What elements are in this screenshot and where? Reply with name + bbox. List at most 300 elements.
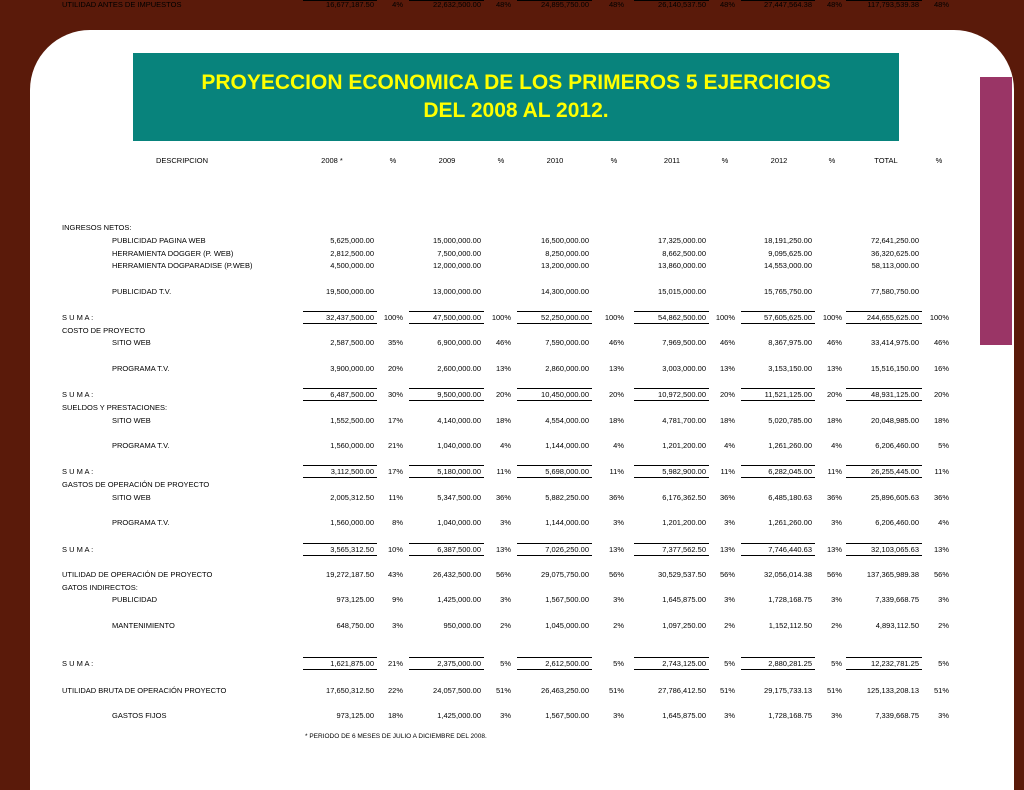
table-cell: 5,882,250.00: [545, 493, 589, 502]
table-cell: 244,655,625.00: [866, 313, 919, 322]
table-cell: 8,662,500.00: [662, 249, 706, 258]
table-cell: 9%: [392, 595, 403, 604]
table-cell: 3%: [500, 711, 511, 720]
table-cell: 11%: [496, 467, 511, 476]
table-cell: 30,529,537.50: [658, 570, 706, 579]
sum-rule-bottom: [517, 669, 592, 670]
table-cell: 2,587,500.00: [330, 338, 374, 347]
table-cell: 5%: [613, 659, 624, 668]
table-cell: 12,232,781.25: [871, 659, 919, 668]
table-cell: 72,641,250.00: [871, 236, 919, 245]
sum-rule-bottom: [846, 477, 922, 478]
table-cell: 14,300,000.00: [541, 287, 589, 296]
table-cell: 46%: [608, 338, 624, 347]
table-cell: 4,893,112.50: [875, 621, 919, 630]
table-cell: 7,746,440.63: [768, 545, 812, 554]
table-cell: 20%: [495, 390, 511, 399]
sum-rule-bottom: [634, 555, 709, 556]
header-cell: 2012: [770, 156, 788, 165]
table-cell: 6,387,500.00: [437, 545, 481, 554]
table-cell: 3,003,000.00: [662, 364, 706, 373]
table-cell: 3%: [500, 518, 511, 527]
table-cell: 2%: [938, 621, 949, 630]
table-cell: 25,896,605.63: [871, 493, 919, 502]
table-cell: 2%: [724, 621, 735, 630]
row-label: PUBLICIDAD: [112, 595, 158, 604]
table-cell: 2%: [613, 621, 624, 630]
table-cell: 18,191,250.00: [764, 236, 812, 245]
table-cell: 36%: [608, 493, 624, 502]
sum-rule-top: [741, 311, 815, 312]
table-cell: 46%: [495, 338, 511, 347]
sum-rule-top: [303, 311, 377, 312]
table-cell: 4%: [500, 441, 511, 450]
table-cell: 1,261,260.00: [768, 441, 812, 450]
table-cell: 32,103,065.63: [871, 545, 919, 554]
table-cell: 13,000,000.00: [433, 287, 481, 296]
table-cell: 15,516,150.00: [871, 364, 919, 373]
header-cell: %: [497, 156, 505, 165]
table-cell: 3,900,000.00: [330, 364, 374, 373]
table-cell: 3%: [724, 711, 735, 720]
table-cell: 3%: [724, 518, 735, 527]
sum-rule-top: [517, 543, 592, 544]
sum-rule-bottom: [517, 400, 592, 401]
table-cell: 1,261,260.00: [768, 518, 812, 527]
sum-rule-bottom: [303, 400, 377, 401]
table-cell: 3,565,312.50: [330, 545, 374, 554]
sum-rule-top: [303, 465, 377, 466]
table-cell: 24,895,750.00: [541, 0, 589, 9]
table-cell: 12,000,000.00: [433, 261, 481, 270]
header-cell: %: [721, 156, 729, 165]
table-cell: 3%: [392, 621, 403, 630]
row-label: S U M A :: [62, 390, 94, 399]
table-cell: 20%: [933, 390, 949, 399]
header-cell: 2010: [546, 156, 564, 165]
table-cell: 9,500,000.00: [437, 390, 481, 399]
table-cell: 973,125.00: [336, 711, 374, 720]
table-cell: 6,206,460.00: [875, 518, 919, 527]
sum-rule-bottom: [409, 669, 484, 670]
table-cell: 5,020,785.00: [768, 416, 812, 425]
table-cell: 3%: [831, 518, 842, 527]
row-label: PUBLICIDAD T.V.: [112, 287, 172, 296]
sum-rule-bottom: [634, 0, 709, 1]
table-cell: 18%: [608, 416, 624, 425]
table-cell: 16,677,187.50: [326, 0, 374, 9]
table-cell: 2,375,000.00: [437, 659, 481, 668]
sum-rule-bottom: [517, 0, 592, 1]
table-cell: 11%: [934, 467, 949, 476]
table-cell: 6,282,045.00: [768, 467, 812, 476]
table-cell: 48,931,125.00: [871, 390, 919, 399]
table-cell: 1,552,500.00: [330, 416, 374, 425]
table-cell: 7,969,500.00: [662, 338, 706, 347]
table-cell: 17,650,312.50: [326, 686, 374, 695]
sum-rule-top: [634, 543, 709, 544]
sum-rule-bottom: [303, 669, 377, 670]
table-cell: 1,144,000.00: [545, 441, 589, 450]
row-label: GATOS INDIRECTOS:: [62, 583, 138, 592]
header-cell: %: [389, 156, 397, 165]
table-cell: 11,521,125.00: [764, 390, 812, 399]
table-cell: 15,000,000.00: [433, 236, 481, 245]
header-cell: DESCRIPCION: [155, 156, 209, 165]
table-cell: 18%: [933, 416, 949, 425]
table-cell: 3%: [500, 595, 511, 604]
table-cell: 58,113,000.00: [871, 261, 919, 270]
sum-rule-bottom: [303, 477, 377, 478]
table-cell: 17,325,000.00: [658, 236, 706, 245]
sum-rule-top: [741, 465, 815, 466]
table-cell: 7,500,000.00: [437, 249, 481, 258]
sum-rule-bottom: [741, 669, 815, 670]
table-cell: 48%: [608, 0, 624, 9]
table-cell: 1,152,112.50: [768, 621, 812, 630]
table-cell: 13%: [719, 545, 735, 554]
table-cell: 4%: [938, 518, 949, 527]
table-cell: 8%: [392, 518, 403, 527]
table-cell: 36,320,625.00: [871, 249, 919, 258]
row-label: PROGRAMA T.V.: [112, 518, 170, 527]
sum-rule-top: [634, 311, 709, 312]
table-cell: 46%: [933, 338, 949, 347]
table-cell: 100%: [929, 313, 949, 322]
table-cell: 13%: [826, 545, 842, 554]
table-cell: 2,005,312.50: [330, 493, 374, 502]
sum-rule-top: [409, 657, 484, 658]
row-label: SITIO WEB: [112, 338, 151, 347]
table-cell: 11%: [827, 467, 842, 476]
table-cell: 26,255,445.00: [871, 467, 919, 476]
row-label: S U M A :: [62, 659, 94, 668]
table-cell: 56%: [608, 570, 624, 579]
row-label: HERRAMIENTA DOGGER (P. WEB): [112, 249, 234, 258]
table-cell: 3%: [613, 595, 624, 604]
table-cell: 1,201,200.00: [662, 518, 706, 527]
table-cell: 5%: [938, 441, 949, 450]
sum-rule-bottom: [741, 555, 815, 556]
table-cell: 13%: [933, 545, 949, 554]
table-cell: 6,206,460.00: [875, 441, 919, 450]
sum-rule-top: [303, 543, 377, 544]
table-cell: 35%: [387, 338, 403, 347]
table-cell: 100%: [822, 313, 842, 322]
table-cell: 5,698,000.00: [545, 467, 589, 476]
table-cell: 15,765,750.00: [764, 287, 812, 296]
sum-rule-top: [634, 465, 709, 466]
table-cell: 5%: [500, 659, 511, 668]
table-cell: 5%: [831, 659, 842, 668]
sum-rule-bottom: [846, 669, 922, 670]
table-cell: 36%: [719, 493, 735, 502]
table-cell: 51%: [719, 686, 735, 695]
table-cell: 5,180,000.00: [437, 467, 481, 476]
table-cell: 32,437,500.00: [326, 313, 374, 322]
table-cell: 21%: [387, 659, 403, 668]
table-cell: 8,250,000.00: [545, 249, 589, 258]
sum-rule-bottom: [741, 323, 815, 324]
table-cell: 1,567,500.00: [545, 711, 589, 720]
table-cell: 11%: [388, 493, 403, 502]
table-cell: 6,176,362.50: [662, 493, 706, 502]
table-cell: 18%: [826, 416, 842, 425]
table-cell: 137,365,989.38: [866, 570, 919, 579]
table-cell: 43%: [387, 570, 403, 579]
table-cell: 48%: [826, 0, 842, 9]
sum-rule-bottom: [409, 0, 484, 1]
sum-rule-top: [517, 388, 592, 389]
sum-rule-top: [634, 388, 709, 389]
row-label: UTILIDAD BRUTA DE OPERACIÓN PROYECTO: [62, 686, 227, 695]
table-cell: 2,812,500.00: [330, 249, 374, 258]
table-cell: 26,140,537.50: [658, 0, 706, 9]
table-cell: 4%: [724, 441, 735, 450]
table-cell: 5%: [938, 659, 949, 668]
table-cell: 4%: [613, 441, 624, 450]
table-cell: 13%: [719, 364, 735, 373]
table-cell: 4%: [392, 0, 403, 9]
sum-rule-bottom: [517, 323, 592, 324]
header-cell: %: [935, 156, 943, 165]
row-label: PROGRAMA T.V.: [112, 441, 170, 450]
header-cell: 2011: [663, 156, 681, 165]
table-cell: 2,600,000.00: [437, 364, 481, 373]
table-cell: 125,133,208.13: [866, 686, 919, 695]
table-cell: 1,560,000.00: [330, 441, 374, 450]
table-cell: 17%: [387, 467, 403, 476]
table-cell: 33,414,975.00: [871, 338, 919, 347]
table-cell: 2,743,125.00: [662, 659, 706, 668]
table-cell: 1,425,000.00: [437, 595, 481, 604]
table-cell: 27,786,412.50: [658, 686, 706, 695]
table-cell: 22,632,500.00: [433, 0, 481, 9]
table-cell: 18%: [495, 416, 511, 425]
table-cell: 9,095,625.00: [768, 249, 812, 258]
table-cell: 32,056,014.38: [764, 570, 812, 579]
slide-title-line-2: DEL 2008 AL 2012.: [423, 99, 609, 122]
sum-rule-bottom: [303, 0, 377, 1]
table-cell: 4,140,000.00: [437, 416, 481, 425]
table-cell: 4,781,700.00: [662, 416, 706, 425]
row-label: UTILIDAD ANTES DE IMPUESTOS: [62, 0, 182, 9]
table-cell: 47,500,000.00: [433, 313, 481, 322]
sum-rule-bottom: [846, 0, 922, 1]
table-cell: 3%: [938, 595, 949, 604]
table-cell: 20,048,985.00: [871, 416, 919, 425]
table-cell: 13%: [495, 364, 511, 373]
table-cell: 56%: [826, 570, 842, 579]
table-cell: 973,125.00: [336, 595, 374, 604]
table-cell: 26,432,500.00: [433, 570, 481, 579]
row-label: S U M A :: [62, 313, 94, 322]
table-cell: 100%: [604, 313, 624, 322]
table-cell: 1,201,200.00: [662, 441, 706, 450]
table-cell: 1,728,168.75: [768, 711, 812, 720]
sum-rule-top: [303, 388, 377, 389]
table-cell: 10,972,500.00: [658, 390, 706, 399]
table-cell: 56%: [719, 570, 735, 579]
sum-rule-bottom: [741, 400, 815, 401]
table-cell: 13,860,000.00: [658, 261, 706, 270]
table-cell: 16%: [933, 364, 949, 373]
header-cell: %: [610, 156, 618, 165]
header-cell: 2008 *: [321, 156, 343, 165]
row-label: SITIO WEB: [112, 416, 151, 425]
sum-rule-bottom: [409, 323, 484, 324]
table-cell: 10%: [387, 545, 403, 554]
sum-rule-bottom: [846, 400, 922, 401]
sum-rule-bottom: [409, 400, 484, 401]
table-cell: 21%: [387, 441, 403, 450]
sum-rule-bottom: [634, 477, 709, 478]
sum-rule-top: [517, 657, 592, 658]
table-cell: 7,339,668.75: [875, 595, 919, 604]
row-label: S U M A :: [62, 467, 94, 476]
sum-rule-top: [409, 465, 484, 466]
table-cell: 13%: [495, 545, 511, 554]
table-cell: 29,175,733.13: [764, 686, 812, 695]
table-cell: 46%: [719, 338, 735, 347]
table-cell: 1,425,000.00: [437, 711, 481, 720]
header-cell: TOTAL: [874, 156, 898, 165]
table-cell: 10,450,000.00: [541, 390, 589, 399]
sum-rule-bottom: [634, 400, 709, 401]
table-cell: 1,560,000.00: [330, 518, 374, 527]
table-cell: 1,645,875.00: [662, 595, 706, 604]
row-label: INGRESOS NETOS:: [62, 223, 132, 232]
table-cell: 3%: [831, 711, 842, 720]
table-cell: 1,045,000.00: [545, 621, 589, 630]
row-label: COSTO DE PROYECTO: [62, 326, 146, 335]
table-cell: 51%: [933, 686, 949, 695]
row-label: UTILIDAD DE OPERACIÓN DE PROYECTO: [62, 570, 213, 579]
sum-rule-top: [846, 388, 922, 389]
table-cell: 1,097,250.00: [662, 621, 706, 630]
table-cell: 27,447,564.38: [764, 0, 812, 9]
sum-rule-top: [517, 311, 592, 312]
sum-rule-bottom: [303, 323, 377, 324]
sum-rule-bottom: [741, 0, 815, 1]
table-cell: 100%: [383, 313, 403, 322]
sum-rule-top: [846, 465, 922, 466]
table-cell: 100%: [715, 313, 735, 322]
table-cell: 48%: [495, 0, 511, 9]
sum-rule-top: [517, 465, 592, 466]
row-label: SUELDOS Y PRESTACIONES:: [62, 403, 168, 412]
table-cell: 11%: [609, 467, 624, 476]
table-cell: 20%: [719, 390, 735, 399]
sum-rule-bottom: [741, 477, 815, 478]
table-cell: 36%: [933, 493, 949, 502]
table-cell: 36%: [495, 493, 511, 502]
sum-rule-top: [634, 657, 709, 658]
table-cell: 16,500,000.00: [541, 236, 589, 245]
table-cell: 56%: [495, 570, 511, 579]
table-cell: 11%: [720, 467, 735, 476]
table-cell: 648,750.00: [336, 621, 374, 630]
table-cell: 6,487,500.00: [330, 390, 374, 399]
table-cell: 30%: [387, 390, 403, 399]
row-label: PROGRAMA T.V.: [112, 364, 170, 373]
table-cell: 950,000.00: [443, 621, 481, 630]
sum-rule-bottom: [846, 323, 922, 324]
row-label: GASTOS FIJOS: [112, 711, 167, 720]
table-cell: 5%: [724, 659, 735, 668]
table-cell: 7,377,562.50: [662, 545, 706, 554]
sum-rule-bottom: [846, 555, 922, 556]
table-cell: 3%: [613, 518, 624, 527]
table-cell: 5,982,900.00: [662, 467, 706, 476]
table-cell: 36%: [826, 493, 842, 502]
row-label: S U M A :: [62, 545, 94, 554]
sum-rule-top: [741, 657, 815, 658]
table-cell: 18%: [387, 711, 403, 720]
table-cell: 56%: [933, 570, 949, 579]
table-cell: 24,057,500.00: [433, 686, 481, 695]
table-cell: 2%: [500, 621, 511, 630]
table-cell: 20%: [826, 390, 842, 399]
sum-rule-top: [846, 311, 922, 312]
table-cell: 7,590,000.00: [545, 338, 589, 347]
row-label: GASTOS DE OPERACIÓN DE PROYECTO: [62, 480, 210, 489]
table-cell: 1,621,875.00: [330, 659, 374, 668]
table-cell: 3%: [938, 711, 949, 720]
table-cell: 5,347,500.00: [437, 493, 481, 502]
table-cell: 13%: [608, 364, 624, 373]
sum-rule-bottom: [409, 555, 484, 556]
header-cell: %: [828, 156, 836, 165]
table-cell: 2,612,500.00: [545, 659, 589, 668]
table-cell: 19,272,187.50: [326, 570, 374, 579]
table-cell: 3%: [724, 595, 735, 604]
sum-rule-bottom: [634, 323, 709, 324]
row-label: SITIO WEB: [112, 493, 151, 502]
table-cell: 5,625,000.00: [330, 236, 374, 245]
table-cell: 22%: [387, 686, 403, 695]
sum-rule-bottom: [517, 477, 592, 478]
table-cell: 117,793,539.38: [867, 0, 919, 9]
table-cell: 77,580,750.00: [871, 287, 919, 296]
table-cell: 26,463,250.00: [541, 686, 589, 695]
sum-rule-bottom: [303, 555, 377, 556]
sum-rule-top: [741, 388, 815, 389]
table-cell: 1,567,500.00: [545, 595, 589, 604]
table-cell: 51%: [608, 686, 624, 695]
table-cell: 14,553,000.00: [764, 261, 812, 270]
table-cell: 52,250,000.00: [541, 313, 589, 322]
table-cell: 20%: [387, 364, 403, 373]
table-cell: 1,040,000.00: [437, 518, 481, 527]
table-cell: 46%: [826, 338, 842, 347]
table-cell: 54,862,500.00: [658, 313, 706, 322]
sum-rule-top: [409, 543, 484, 544]
table-cell: 48%: [719, 0, 735, 9]
sum-rule-top: [846, 657, 922, 658]
table-cell: 8,367,975.00: [768, 338, 812, 347]
table-cell: 1,144,000.00: [545, 518, 589, 527]
table-cell: 13%: [826, 364, 842, 373]
table-cell: 51%: [495, 686, 511, 695]
table-cell: 1,728,168.75: [768, 595, 812, 604]
row-label: HERRAMIENTA DOGPARADISE (P.WEB): [112, 261, 253, 270]
table-cell: 3%: [613, 711, 624, 720]
table-cell: 15,015,000.00: [658, 287, 706, 296]
table-cell: 4,500,000.00: [330, 261, 374, 270]
table-cell: 6,900,000.00: [437, 338, 481, 347]
table-cell: 7,339,668.75: [875, 711, 919, 720]
